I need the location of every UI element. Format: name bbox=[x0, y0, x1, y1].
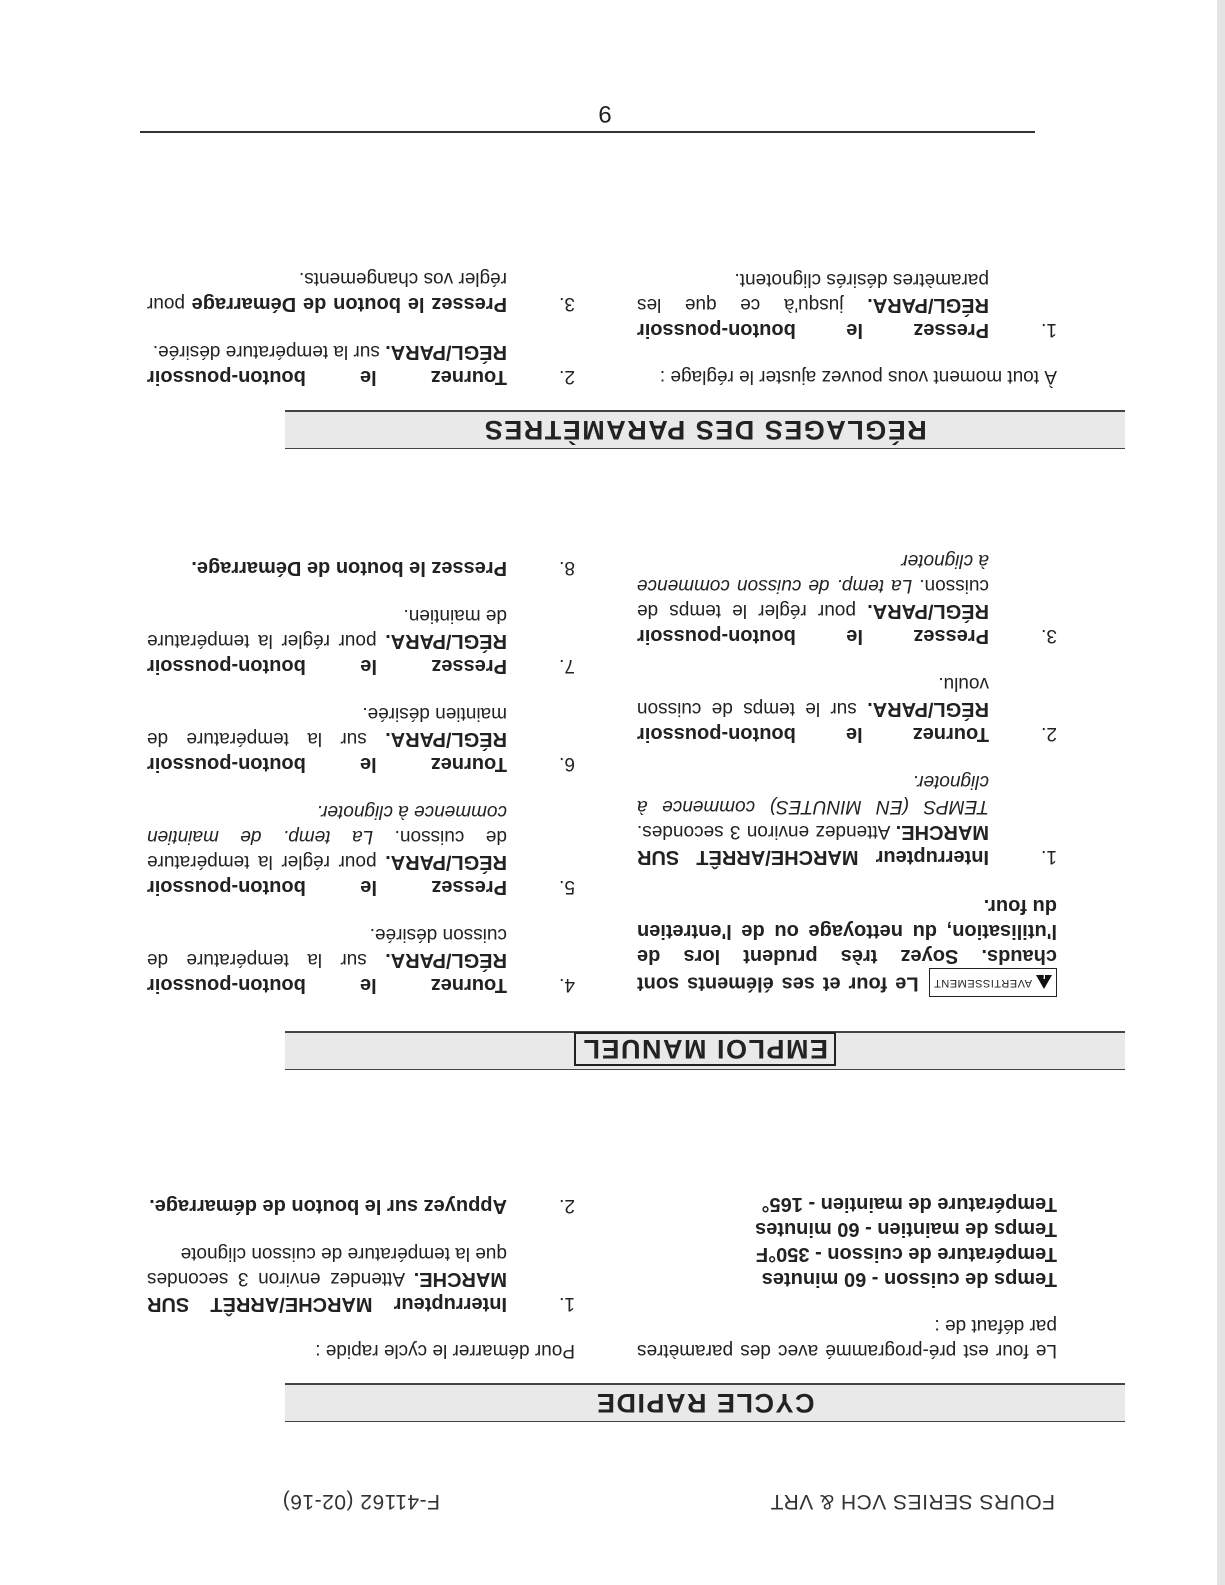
step-bold: Interrupteur MARCHE/ARRÊT SUR MARCHE. bbox=[637, 821, 989, 868]
manual-step-5 bbox=[147, 799, 575, 899]
quick-cycle-start-intro: Pour démarrer le cycle rapide : bbox=[315, 1340, 575, 1361]
step-italic: TEMPS (EN MINUTES) commence à clignoter. bbox=[637, 771, 989, 817]
section-title-quick-cycle: CYCLE RAPIDE bbox=[595, 1388, 815, 1418]
step-text: sur la température de maintien désirée. bbox=[146, 703, 507, 749]
step-italic: La temp. de maintien commence à clignoter. bbox=[147, 801, 507, 847]
section-band-manual-use bbox=[285, 1031, 1125, 1070]
step-text: pour régler la température de maintien. bbox=[147, 605, 507, 651]
manual-use-right bbox=[147, 532, 575, 997]
section-band-parameter-settings bbox=[285, 410, 1125, 449]
step-text: Attendez environ 3 secondes. bbox=[637, 821, 891, 842]
scan-margin bbox=[1217, 0, 1225, 1585]
section-title-manual-use: EMPLOI MANUEL bbox=[574, 1032, 836, 1066]
manual-step-7 bbox=[147, 603, 575, 678]
step-number: 8. bbox=[559, 557, 575, 578]
step-number: 1. bbox=[1041, 319, 1057, 340]
header-doc-code: F-41162 (02-16) bbox=[282, 1490, 440, 1513]
step-text: sur la température de cuisson désirée. bbox=[146, 924, 507, 970]
quick-cycle-intro: Le four est pré-programmé avec des paramètres par défaut de : bbox=[637, 1315, 1057, 1361]
step-bold: Pressez le bouton-poussoir RÉGL/PARA. bbox=[637, 600, 989, 647]
step-number: 1. bbox=[559, 1293, 575, 1314]
step-number: 2. bbox=[559, 1195, 575, 1216]
step-bold: Pressez le bouton-poussoir RÉGL/PARA. bbox=[637, 294, 989, 341]
param-step-1 bbox=[637, 267, 1057, 342]
step-number: 6. bbox=[559, 753, 575, 774]
step-number: 7. bbox=[559, 655, 575, 676]
default-line-4: Température de maintien - 165° bbox=[761, 1193, 1057, 1215]
step-text: sur la température désirée. bbox=[152, 341, 380, 362]
section-title-parameter-settings: RÉGLAGES DES PARAMÈTRES bbox=[483, 415, 927, 445]
warning-block bbox=[637, 893, 1057, 997]
step-number: 5. bbox=[559, 876, 575, 897]
quick-step-2 bbox=[147, 1193, 575, 1218]
step-italic: La temp. de cuisson commence à clignoter bbox=[636, 550, 989, 596]
parameter-settings-right bbox=[147, 243, 575, 389]
step-bold: Appuyez sur le bouton de démarrage. bbox=[149, 1195, 507, 1217]
manual-step-1 bbox=[637, 769, 1057, 869]
default-line-1: Temps de cuisson - 60 minutes bbox=[761, 1268, 1057, 1290]
default-line-3: Temps de maintien - 60 minutes bbox=[755, 1218, 1057, 1240]
step-bold: Interrupteur MARCHE/ARRÊT SUR MARCHE. bbox=[147, 1268, 507, 1315]
step-bold: Pressez le bouton-poussoir RÉGL/PARA. bbox=[147, 851, 507, 898]
manual-step-4 bbox=[147, 922, 575, 997]
warning-label: AVERTISSEMENT bbox=[933, 977, 1032, 989]
header-title: FOURS SERIES VCH & VRT bbox=[770, 1490, 1055, 1513]
step-text: pour régler vos changements. bbox=[146, 268, 507, 314]
page-number: 9 bbox=[598, 100, 612, 127]
step-bold: Tournez le bouton-poussoir RÉGL/PARA. bbox=[147, 949, 507, 996]
step-number: 4. bbox=[559, 974, 575, 995]
manual-step-8 bbox=[147, 555, 575, 580]
param-step-3 bbox=[147, 266, 575, 316]
footer-rule bbox=[140, 131, 1035, 133]
section-band-quick-cycle bbox=[285, 1383, 1125, 1422]
quick-step-1 bbox=[147, 1241, 575, 1316]
quick-cycle-left bbox=[637, 1191, 1057, 1363]
step-number: 3. bbox=[1041, 625, 1057, 646]
warning-icon bbox=[1036, 976, 1052, 990]
warning-badge bbox=[929, 968, 1057, 997]
parameter-settings-intro: À tout moment vous pouvez ajuster le réglage : bbox=[659, 366, 1057, 387]
manual-step-3 bbox=[637, 548, 1057, 648]
step-text: jusqu'à ce que les paramètres désirés clignotent. bbox=[636, 269, 989, 315]
step-bold: Pressez le bouton-poussoir RÉGL/PARA. bbox=[147, 630, 507, 677]
quick-cycle-right bbox=[147, 1170, 575, 1363]
step-number: 1. bbox=[1041, 846, 1057, 867]
warning-text: Le four et ses éléments sont chauds. Soyez très prudent lors de l'utilisation, du nettoyage ou de l'entretien du four. bbox=[637, 895, 1057, 995]
parameter-settings-left bbox=[637, 244, 1057, 389]
default-line-2: Température de cuisson - 350°F bbox=[755, 1243, 1057, 1265]
manual-step-6 bbox=[147, 701, 575, 776]
step-number: 2. bbox=[559, 366, 575, 387]
step-text: sur le temps de cuisson voulu. bbox=[636, 673, 989, 719]
manual-step-2 bbox=[637, 671, 1057, 746]
param-step-2 bbox=[147, 339, 575, 389]
step-bold: Tournez le bouton-poussoir RÉGL/PARA. bbox=[147, 728, 507, 775]
step-text: pour régler la température de cuisson. bbox=[147, 826, 507, 872]
step-bold: Pressez le bouton de Démarrage. bbox=[191, 557, 507, 579]
step-bold: Pressez le bouton de Démarrage bbox=[191, 293, 507, 315]
step-text: Attendez environ 3 secondes que la température de cuisson clignote bbox=[147, 1243, 507, 1289]
step-number: 2. bbox=[1041, 723, 1057, 744]
step-bold: Tournez le bouton-poussoir RÉGL/PARA. bbox=[147, 341, 507, 388]
manual-use-left bbox=[637, 525, 1057, 997]
step-number: 3. bbox=[559, 293, 575, 314]
step-text: pour régler le temps de cuisson. bbox=[636, 575, 989, 621]
step-bold: Tournez le bouton-poussoir RÉGL/PARA. bbox=[637, 698, 989, 745]
